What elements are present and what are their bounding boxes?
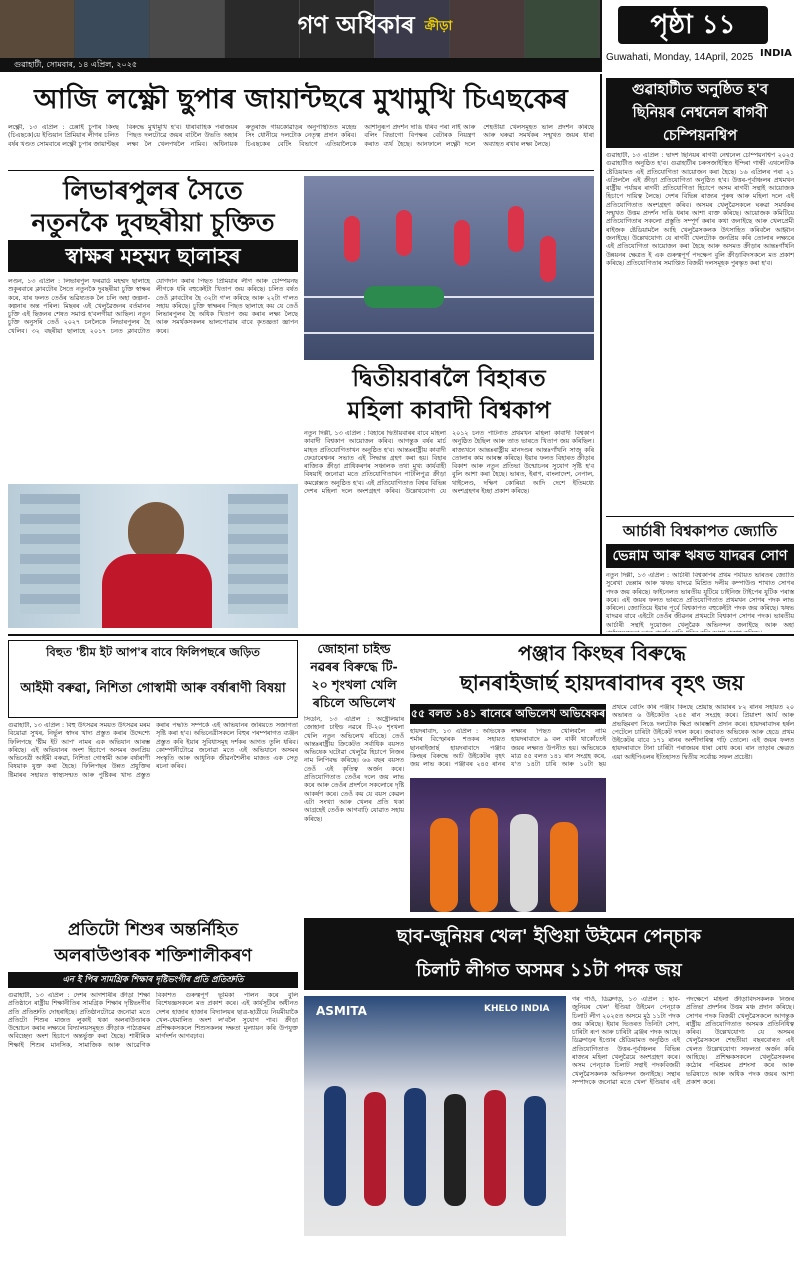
salah-headline-1: লিভাৰপুলৰ সৈতে xyxy=(63,176,243,205)
masthead-photo xyxy=(150,0,225,58)
salah-body: লণ্ডন, ১৩ এপ্ৰিল : লিভাৰপুল ফৰৱাৰ্ড মহম্মদ ছালাহে শুকুৰবাৰে ক্লাবটোৰ সৈতে নতুনকৈ দুবছৰীয়া চুক্তি স্বাক্ষৰ কৰে, যাৰ ফলত তেওঁৰ ভৱিষ্যতক লৈ চলি অহা জল্পনা-কল্পনাৰ অন্ত পৰিল। মিছৰৰ এই খেলুৱৈজনৰ বৰ্তমানৰ চুক্তি এই ছিজনৰ শেষত সমাপ্ত হ'বলগীয়া আছিল। নতুন চুক্তি অনুসৰি তেওঁ ২০২৭ চনলৈকে লিভাৰপুলৰ হৈ খেলিব। ৩২ বছৰীয়া ছালাহে ২০১৭ চনত ক্লাবটোত যোগদান কৰাৰ পিছত প্ৰিমিয়াৰ লীগ আৰু চেম্পিয়নছ লীগকে ধৰি বহুকেইটা খিতাপ জয় কৰিছে। চলিত বৰ্ষত তেওঁ ক্লাবটোৰ হৈ ৩২টা গ'ল কৰিছে আৰু ২২টা গ'লত সহায় কৰিছে। চুক্তি স্বাক্ষৰৰ পিছত ছালাহে কয় যে তেওঁ লিভাৰপুলৰ হৈ অধিক খিতাপ জয় কৰাৰ লক্ষ্য লৈছে আৰু সমৰ্থকসকলৰ ভালপোৱাৰ বাবে কৃতজ্ঞতা জ্ঞাপন কৰে। xyxy=(8,278,298,335)
record-headline-4: ৰচিলে অভিলেখ xyxy=(312,695,396,710)
salah-headline-3: স্বাক্ষৰ মহম্মদ ছালাহৰ xyxy=(8,240,298,272)
player xyxy=(396,210,412,256)
kabaddi-headline-1: দ্বিতীয়বাৰলৈ বিহাৰত xyxy=(352,366,546,392)
court-line xyxy=(304,296,594,298)
athlete xyxy=(524,1096,546,1206)
player xyxy=(344,216,360,262)
player-head xyxy=(128,502,184,562)
player xyxy=(430,818,458,912)
athlete xyxy=(444,1094,466,1206)
ipl-headline-2: ছানৰাইজাৰ্ছ হায়দৰাবাদৰ বৃহৎ জয় xyxy=(460,671,744,695)
banner-asmita: ASMITA xyxy=(316,1004,367,1018)
athlete xyxy=(364,1092,386,1206)
masthead-photo xyxy=(0,0,75,58)
section-name: ক্ৰীড়া xyxy=(424,18,453,34)
ipl-photo xyxy=(410,778,606,912)
bihu-headline-1: বিহুত 'ষ্টীম ইট আপ'ৰ বাবে ফিলিপছৰে জড়িত xyxy=(46,645,260,659)
player-jersey xyxy=(102,554,212,628)
bihu-headline-2: আইমী বৰুৱা, নিশিতা গোস্বামী আৰু বৰ্ষাৰাণী বিষয়া xyxy=(20,681,286,696)
lead-headline: আজি লক্ষ্ণৌ ছুপাৰ জায়ান্টছৰে মুখামুখি চিএছকেৰ xyxy=(34,84,568,115)
kabaddi-body: নতুন দিল্লী, ১৩ এপ্ৰিল : বিহাৰে দ্বিতীয়বাৰৰ বাবে মহিলা কাবাদী বিশ্বকাপ আয়োজন কৰিব। আগন্তুক বৰ্ষৰ মাৰ্চ মাহত প্ৰতিযোগিতাখন অনুষ্ঠিত হ'ব। আন্তঃৰাষ্ট্ৰীয় কাবাদী ফেডাৰেশ্বনৰ সভাত এই সিদ্ধান্ত গ্ৰহণ কৰা হয়। বিহাৰ ৰাজ্যিক ক্ৰীড়া প্ৰাধিকৰণৰ সঞ্চালক তথা মুখ্য কাৰ্যবাহী বিষয়াই জনোৱা মতে প্ৰতিযোগিতাখন পাটলিপুত্ৰ ক্ৰীড়া কমপ্লেক্সত অনুষ্ঠিত হ'ব। এই প্ৰতিযোগিতাত বিশ্বৰ বিভিন্ন দেশৰ মহিলা দলে অংশগ্ৰহণ কৰিব। উল্লেখযোগ্য যে ২০১২ চনত পাটনাত প্ৰথমখন মহিলা কাবাদী বিশ্বকাপ অনুষ্ঠিত হৈছিল আৰু তাত ভাৰতে খিতাপ জয় কৰিছিল। ৰাজ্যখনে আন্তঃৰাষ্ট্ৰীয় মানদণ্ডৰ আন্তঃগাঁথনি সাজু কৰি তোলাৰ কাম আৰম্ভ কৰিছে। ইয়াৰ ফলত বিহাৰত ক্ৰীড়াৰ বিকাশ আৰু নতুন প্ৰতিভা উন্মোচনৰ সুযোগ সৃষ্টি হ'ব বুলি আশা কৰা হৈছে। ভাৰত, ইৰাণ, বাংলাদেশ, নেপাল, থাইলেণ্ড, দক্ষিণ কোৰিয়া আদি দেশে ইতিমধ্যে অংশগ্ৰহণৰ ইচ্ছা প্ৰকাশ কৰিছে। xyxy=(304,430,594,496)
child-subhead: এন ই পিৰ সামগ্ৰিক শিক্ষাৰ দৃষ্টিভংগীৰ প্ৰতি প্ৰতিশ্ৰুতি xyxy=(8,972,298,988)
court-line xyxy=(304,332,594,334)
record-body: সিডনি, ১৩ এপ্ৰিল : অষ্ট্ৰেলিয়াৰ জোহানা চাইল্ড নৱৰে টি-২০ শৃংখলা খেলি নতুন অভিলেখ ৰচিছে। তেওঁ আন্তঃৰাষ্ট্ৰীয় ক্ৰিকেটত সৰ্বাধিক বয়সত অভিষেক ঘটোৱা খেলুৱৈ হিচাপে নিজৰ নাম লিপিবদ্ধ কৰিছে। ৬৬ বছৰ বয়সত তেওঁ এই কৃতিত্ব অৰ্জন কৰে। প্ৰতিযোগিতাত তেওঁৰ দলে জয় লাভ কৰে আৰু তেওঁৰ প্ৰদৰ্শনে সকলোৰে দৃষ্টি আকৰ্ষণ কৰে। তেওঁ কয় যে বয়স কেৱল এটা সংখ্যা আৰু খেলৰ প্ৰতি থকা আগ্ৰহেই তেওঁক আগবাঢ়ি যোৱাত সহায় কৰিছে। xyxy=(304,716,404,823)
child-headline-2: অলৰাউণ্ডাৰক শক্তিশালীকৰণ xyxy=(54,946,252,966)
player xyxy=(470,808,498,912)
kabaddi-photo xyxy=(304,176,594,360)
archery-headline-1: আৰ্চাৰী বিশ্বকাপত জ্যোতি xyxy=(622,522,778,540)
raider xyxy=(364,286,444,308)
player xyxy=(550,822,578,912)
salah-photo xyxy=(8,484,298,628)
pencak-headline-block xyxy=(304,918,794,990)
archery-headline-2: ভেন্নাম আৰু ঋষভ যাদৱৰ সোণ xyxy=(606,544,794,568)
athlete xyxy=(484,1090,506,1206)
rugby-body: গুৱাহাটী, ১৩ এপ্ৰিল : দ্বাদশ ছিনিয়ৰ ৰাগবী নেশ্বনেল চেম্পিয়নশ্বিপ ২০২৫ গুৱাহাটীত অনুষ্ঠিত হ'ব। গুৱাহাটীৰ চৰুসজাইস্থিত ইন্দিৰা গান্ধী এথলেটিক ষ্টেডিয়ামত এই প্ৰতিযোগিতা আয়োজন কৰা হৈছে। ১৬ এপ্ৰিলৰ পৰা ২১ এপ্ৰিললৈ এই ক্ৰীড়া প্ৰতিযোগিতা অনুষ্ঠিত হ'ব। উত্তৰ-পূৰ্বাঞ্চলৰ প্ৰথমখন ৰাষ্ট্ৰীয় পৰ্যায়ৰ ৰাগবী প্ৰতিযোগিতা হিচাপে অসম ৰাগবী সন্থাই আয়োজক হিচাপে দায়িত্ব লৈছে। দেশৰ বিভিন্ন ৰাজ্যৰ পুৰুষ আৰু মহিলা দলে এই প্ৰতিযোগিতাত অংশগ্ৰহণ কৰিব। অসমৰ খেলুৱৈসকলে ঘৰুৱা সমৰ্থকৰ সন্মুখত উত্তম প্ৰদৰ্শন দাঙি ধৰাৰ আশা ব্যক্ত কৰিছে। আয়োজক কমিটিয়ে প্ৰতিযোগিতাৰ সকলো প্ৰস্তুতি সম্পূৰ্ণ কৰাৰ কথা জনাইছে আৰু খেলপ্ৰেমী ৰাইজক ষ্টেডিয়ামলৈ আহি খেলুৱৈসকলক উৎসাহিত কৰিবলৈ আহ্বান জনাইছে। উল্লেখযোগ্য যে ৰাগবী খেলটোক জনপ্ৰিয় কৰি তোলাৰ লক্ষ্যৰে এই প্ৰতিযোগিতা আয়োজন কৰা হৈছে আৰু অসমত ক্ৰীড়াৰ আন্তঃগাঁথনি উন্নয়নৰ ক্ষেত্ৰত ই এক গুৰুত্বপূৰ্ণ পদক্ষেপ বুলি ক্ৰীড়াবিদসকলে মত প্ৰকাশ কৰিছে। প্ৰতিযোগিতাৰ সমাপ্তিত বিজয়ী দলসমূহক পুৰস্কৃত কৰা হ'ব। xyxy=(606,152,794,267)
child-headline-1: প্ৰতিটো শিশুৰ অন্তৰ্নিহিত xyxy=(67,920,239,940)
athlete xyxy=(324,1086,346,1206)
newspaper-nameplate xyxy=(250,2,500,52)
newspaper-name: গণ অধিকাৰ xyxy=(297,11,415,39)
backdrop-logos xyxy=(20,494,80,614)
kabaddi-headline-2: মহিলা কাবাদী বিশ্বকাপ xyxy=(347,398,551,424)
pencak-body: গৰ গাওঁ, ডিব্ৰুগড়, ১৩ এপ্ৰিল : ছাব-জুনিয়ৰ খেল' ইণ্ডিয়া উইমেন পেন্চাক চিলাট লীগ ২০২৫ত অসমে মুঠ ১১টা পদক জয় কৰিছে। ইয়াৰ ভিতৰত তিনিটা সোণ, চাৰিটা ৰূপ আৰু চাৰিটা ব্ৰঞ্জৰ পদক আছে। ডিব্ৰুগড়ৰ ইণ্ডোৰ ষ্টেডিয়ামত অনুষ্ঠিত এই প্ৰতিযোগিতাত উত্তৰ-পূৰ্বাঞ্চলৰ বিভিন্ন ৰাজ্যৰ মহিলা খেলুৱৈয়ে অংশগ্ৰহণ কৰে। অসম পেন্চাক চিলাট সন্থাই পদকবিজয়ী খেলুৱৈসকলক অভিনন্দন জনাইছে। সন্থাৰ সম্পাদকে জনোৱা মতে খেল' ইণ্ডিয়াৰ এই পদক্ষেপে মহিলা ক্ৰীড়াবিদসকলক নিজৰ প্ৰতিভা প্ৰদৰ্শনৰ উত্তম মঞ্চ প্ৰদান কৰিছে। সোণৰ পদক বিজয়ী খেলুৱৈসকলে আগন্তুক ৰাষ্ট্ৰীয় প্ৰতিযোগিতাত অসমক প্ৰতিনিধিত্ব কৰিব। উল্লেখযোগ্য যে অসমৰ খেলুৱৈসকলে শেহতীয়া বছৰবোৰত এই খেলত উল্লেখযোগ্য সফলতা অৰ্জন কৰি আহিছে। প্ৰশিক্ষকসকলে খেলুৱৈসকলৰ কঠোৰ পৰিশ্ৰমৰ প্ৰশংসা কৰে আৰু ভৱিষ্যতে আৰু অধিক পদক জয়ৰ আশা প্ৰকাশ কৰে। xyxy=(572,996,794,1086)
ipl-headline-1: পঞ্জাব কিংছৰ বিৰুদ্ধে xyxy=(518,641,686,665)
pencak-headline-1: ছাব-জুনিয়ৰ খেল' ইণ্ডিয়া উইমেন পেন্চাক xyxy=(396,926,702,947)
masthead-photo xyxy=(525,0,600,58)
divider xyxy=(8,170,594,171)
salah-headline-2: নতুনকৈ দুবছৰীয়া চুক্তিত xyxy=(31,208,275,237)
rugby-headline: গুৱাহাটীত অনুষ্ঠিত হ'ব ছিনিয়ৰ নেশ্বনেল ৰাগবী চেম্পিয়নশ্বিপ xyxy=(606,78,794,148)
player xyxy=(540,236,556,282)
record-headline-1: জোহানা চাইল্ড xyxy=(317,641,391,656)
backdrop-logos xyxy=(228,494,288,614)
athlete xyxy=(404,1088,426,1206)
ipl-subhead: ৫৫ বলত ১৪১ ৰানেৰে অভিলেখ অভিষেকৰ xyxy=(410,704,606,724)
divider xyxy=(8,634,794,636)
dateline: গুৱাহাটী, সোমবাৰ, ১৪ এপ্ৰিল, ২০২৫ xyxy=(0,58,600,72)
record-headline-2: নৱৰৰ বিৰুদ্ধে টি- xyxy=(310,659,398,674)
player xyxy=(510,814,538,912)
ipl-body-right: প্ৰথমে বেটিং কৰি পঞ্জাব কিংছে শ্ৰেয়াছ আয়াৰৰ ৮২ ৰানৰ সহায়ত ২০ অভাৰত ৬ উইকেটত ২৪৫ ৰান সংগ্ৰহ কৰে। প্ৰিয়াংশ আৰ্য আৰু প্ৰভছিমৰণ সিঙে দলটোক ক্ষিপ্ৰ আৰম্ভণি প্ৰদান কৰে। হায়দৰাবাদৰ হৰ্ষল পেটেলে চাৰিটা উইকেট দখল কৰে। জবাবত অভিষেক আৰু হেডে প্ৰথম উইকেটৰ বাবে ১৭১ ৰানৰ অংশীদাৰিত্ব গঢ়ি তোলে। এই জয়ৰ ফলত হায়দৰাবাদে টানা চাৰিটা পৰাজয়ৰ ধাৰা ৰোধ কৰে। ৰান তাড়াৰ ক্ষেত্ৰত এয়া আইপিএলৰ ইতিহাসত দ্বিতীয় সৰ্বোচ্চ সফল প্ৰচেষ্টা। xyxy=(612,704,794,761)
child-body: গুৱাহাটী, ১৩ এপ্ৰিল : দেশৰ আগশাৰীৰ ক্ৰীড়া শিক্ষা প্ৰতিষ্ঠানে ৰাষ্ট্ৰীয় শিক্ষানীতিৰ সামগ্ৰিক শিক্ষাৰ দৃষ্টিভংগীৰ প্ৰতি প্ৰতিশ্ৰুতি দোহৰাইছে। প্ৰতিষ্ঠানটোৱে জনোৱা মতে প্ৰতিটো শিশুৰ মাজত লুকাই থকা অলৰাউণ্ডাৰক উন্মোচন কৰাৰ লক্ষ্যৰে বিদ্যালয়সমূহত ক্ৰীড়াক পাঠ্যক্ৰমৰ অবিচ্ছেদ্য অংশ হিচাপে অন্তৰ্ভুক্ত কৰা হৈছে। শাৰীৰিক শিক্ষাই শিশুৰ মানসিক, সামাজিক আৰু আৱেগিক বিকাশত গুৰুত্বপূৰ্ণ ভূমিকা পালন কৰে বুলি বিশেষজ্ঞসকলে মত প্ৰকাশ কৰে। এই কাৰ্যসূচীৰ অধীনত দেশৰ হাজাৰ হাজাৰ বিদ্যালয়ৰ ছাত্ৰ-ছাত্ৰীয়ে নিয়মীয়াকৈ খেল-ধেমালিত অংশ ল'বলৈ সুযোগ পাব। ক্ৰীড়া প্ৰশিক্ষকসকলে শিশুসকলৰ দক্ষতা মূল্যায়ন কৰি উপযুক্ত মাৰ্গদৰ্শন আগবঢ়াব। xyxy=(8,992,298,1049)
record-headline xyxy=(304,640,404,712)
divider xyxy=(606,516,794,517)
edition-label: INDIA xyxy=(760,48,792,59)
lead-body: লক্ষ্ণৌ, ১৩ এপ্ৰিল : চেন্নাই চুপাৰ কিংছ (চিএছকে)য়ে ইণ্ডিয়ান প্ৰিমিয়াৰ লীগৰ চলিত বৰ্ষৰ খণ্ডত সোমবাৰে লক্ষ্ণৌ চুপাৰ জায়ান্টছৰ বিৰুদ্ধে মুখামুখি হ'ব। ধাৰাবাহিক পৰাজয়ৰ পিছত দলটোৱে জয়ৰ বাটলৈ উভতি অহাৰ লক্ষ্য লৈ খেলপথলৈ নামিব। অধিনায়ক ৰুতুৰাজ গায়কোৱাড়ৰ অনুপস্থিতিত মহেন্দ্ৰ সিং ধোনীয়ে দলটোক নেতৃত্ব প্ৰদান কৰিব। চিএছকেৰ বেটিং বিভাগে এতিয়ালৈকে আশানুৰূপ প্ৰদৰ্শন দাঙি ধৰিব পৰা নাই আৰু বলিং বিভাগো বিপক্ষৰ বেটাৰক নিয়ন্ত্ৰণ কৰাত ব্যৰ্থ হৈছে। আনফালে লক্ষ্ণৌ দলে শেহতীয়া খেলসমূহত ভাল প্ৰদৰ্শন কৰিছে আৰু ঘৰুৱা সমৰ্থকৰ সন্মুখত জয়ৰ ধাৰা অব্যাহত ৰখাৰ লক্ষ্য লৈছে। xyxy=(8,124,594,148)
banner-khelo-india: KHELO INDIA xyxy=(484,1004,550,1014)
bihu-body: গুৱাহাটী, ১৩ এপ্ৰিল : বিহু উৎসৱৰ সময়ত উৎসৱৰ মৰম বিয়োৱা সুখৰ, নিৰ্ভুল স্বাদৰ খাদ্য প্ৰস্তুত কৰাৰ উদ্দেশ্যে ফিলিপছে 'ষ্টীম ইট আপ' নামৰ এক অভিযান আৰম্ভ কৰিছে। এই অভিযানৰ অংশ হিচাপে অসমৰ জনপ্ৰিয় অভিনেত্ৰী আইমী বৰুৱা, নিশিতা গোস্বামী আৰু বৰ্ষাৰাণী বিষয়াক যুক্ত কৰা হৈছে। ফিলিপছৰ উন্নত প্ৰযুক্তিৰ ষ্টিমাৰৰ সহায়ত স্বাস্থ্যসন্মত আৰু পুষ্টিকৰ খাদ্য প্ৰস্তুত কৰাৰ পদ্ধতি সম্পৰ্কে এই অভিযানৰ জৰিয়তে সজাগতা সৃষ্টি কৰা হ'ব। অভিনেত্ৰীসকলে বিহুৰ পৰম্পৰাগত ব্যঞ্জন প্ৰস্তুত কৰি ইয়াৰ সুবিধাসমূহ দৰ্শকৰ আগত তুলি ধৰিব। কোম্পানীটোৱে জনোৱা মতে এই অভিযানে অসমৰ সংস্কৃতি আৰু আধুনিক জীৱনশৈলীৰ মাজত এক সেতু ৰচনা কৰিব। xyxy=(8,722,298,779)
dateline-english: Guwahati, Monday, 14April, 2025 xyxy=(606,52,754,63)
player xyxy=(454,220,470,266)
pencak-headline-2: চিলাট লীগত অসমৰ ১১টা পদক জয় xyxy=(416,960,682,981)
page-number: পৃষ্ঠা ১১ xyxy=(618,6,768,44)
player xyxy=(508,206,524,252)
masthead-photo xyxy=(75,0,150,58)
record-headline-3: ২০ শৃংখলা খেলি xyxy=(311,677,397,692)
ipl-body-left: হায়দৰাবাদ, ১৩ এপ্ৰিল : অভিষেক শৰ্মাৰ বিস্ফোৰক শতকৰ সহায়ত ছানৰাইজাৰ্ছ হায়দৰাবাদে পঞ্জাব কিংছৰ বিৰুদ্ধে আট উইকেটৰ বৃহৎ জয় লাভ কৰে। পঞ্জাবৰ ২৪৫ ৰানৰ লক্ষ্যৰ পিছত খেলিবলৈ নামি হায়দৰাবাদে ৯ বল বাকী থাকোঁতেই জয়ৰ লক্ষ্যত উপনীত হয়। অভিষেকে মাত্ৰ ৫৫ বলত ১৪১ ৰান সংগ্ৰহ কৰে, য'ত ১৪টা চাৰি আৰু ১০টা ছয় xyxy=(410,728,606,769)
pencak-photo xyxy=(304,996,566,1236)
column-rule xyxy=(600,74,602,634)
archery-body: নতুন দিল্লী, ১৩ এপ্ৰিল : আৰ্চাৰী বিশ্বকাপৰ প্ৰথম পৰ্যায়ত ভাৰতৰ জ্যোতি সুৰেখা ভেন্নাম আৰু ঋষভ যাদৱে মিশ্ৰিত দলীয় কম্পাউণ্ড শাখাত সোণৰ পদক জয় কৰিছে। ফাইনেলত ভাৰতীয় যুটিয়ে চাইনিজ টাইপেৰ যুটিক পৰাস্ত কৰে। এই জয়ৰ ফলত ভাৰতে প্ৰতিযোগিতাত প্ৰথমখন সোণৰ পদক লাভ কৰিলে। জ্যোতিয়ে ইয়াৰ পূৰ্বে বিশ্বকাপত বহুকেইটা পদক জয় কৰিছে। ঋষভ যাদৱৰ বাবে এইটো তেওঁৰ জীৱনৰ প্ৰথমটো বিশ্বকাপ সোণৰ পদক। ভাৰতীয় আৰ্চাৰী সন্থাই দুয়োজন খেলুৱৈক অভিনন্দন জনাইছে আৰু অহা xyxy=(606,572,794,629)
